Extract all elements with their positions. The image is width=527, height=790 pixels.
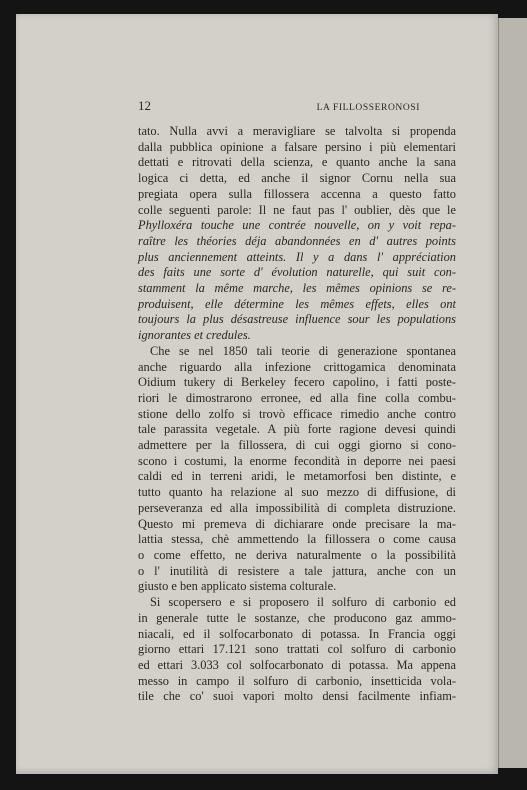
text-line: lattia stessa, chè ammettendo la fillossera o come causa: [138, 532, 456, 547]
text-line: colle seguenti parole: Il ne faut pas l' oublier, dès que le: [138, 202, 456, 217]
text-line: Phylloxéra touche une contrée nouvelle, on y voit repa-: [138, 218, 456, 233]
page-header: [138, 98, 456, 114]
text-line: riori le dimostrarono erronee, ed alla fine colla combu-: [138, 390, 456, 405]
body-text: [138, 124, 456, 705]
text-line: giorno ettari 17.121 sono trattati col solfuro di carbonio: [138, 642, 456, 657]
text-line: anche riguardo alla infezione crittogamica denominata: [138, 359, 456, 374]
text-line: perseveranza ed alla impossibilità di completa distruzione.: [138, 500, 456, 515]
text-line: toujours la plus désastreuse influence sour les populations: [138, 312, 456, 327]
text-line: pregiata opera sulla fillossera accenna a questo fatto: [138, 186, 456, 201]
text-line: caldi ed in terreni aridi, le metamorfosi ben distinte, e: [138, 469, 456, 484]
text-line: ignorantes et credules.: [138, 328, 251, 343]
text-line: stione dello zolfo si trovò efficace rimedio anche contro: [138, 406, 456, 421]
text-line: raître les théories déja abandonnées en d' autres points: [138, 233, 456, 248]
text-line: stamment la même marche, les mêmes opinions se re-: [138, 281, 456, 296]
text-line: admettere per la fillossera, di cui oggi giorno si cono-: [138, 438, 456, 453]
text-line: dalla pubblica opinione a falsare persino i più elementari: [138, 139, 456, 154]
text-line: messo in campo il solfuro di carbonio, insetticida vola-: [138, 673, 456, 688]
text-line: Oidium tukery di Berkeley fecero capolino, i fatti poste-: [138, 375, 456, 390]
text-line: dettati e ritrovati della scienza, e quanto anche la sana: [138, 155, 456, 170]
text-line: o come effetto, ne deriva naturalmente o la possibilità: [138, 547, 456, 562]
text-line: Questo mi premeva di dichiarare onde precisare la ma-: [138, 516, 456, 531]
text-line: tato. Nulla avvi a meravigliare se talvolta si propenda: [138, 124, 456, 138]
adjacent-page-edge: [498, 18, 527, 768]
text-line: o l' inutilità di resistere a tale jattura, anche con un: [138, 563, 456, 578]
text-line: tale parassita vegetale. A più forte ragione devesi quindi: [138, 422, 456, 437]
text-line: produisent, elle détermine les mêmes effets, elles ont: [138, 296, 456, 311]
text-line: tile che co' suoi vapori molto densi facilmente infiam-: [138, 689, 456, 704]
text-line: in generale tutte le sostanze, che producono gaz ammo-: [138, 610, 456, 625]
text-line: Si scopersero e si proposero il solfuro di carbonio ed: [150, 595, 456, 610]
text-line: Che se nel 1850 tali teorie di generazione spontanea: [150, 343, 456, 358]
text-line: logica ci detta, ed anche il signor Cornu nella sua: [138, 171, 456, 186]
text-line: ed ettari 3.033 col solfocarbonato di potassa. Ma appena: [138, 657, 456, 672]
text-line: scono i costumi, la enorme fecondità in deporre nei paesi: [138, 453, 456, 468]
text-line: tutto quanto ha relazione al suo mezzo di diffusione, di: [138, 485, 456, 500]
text-line: giusto e ben applicato sistema colturale.: [138, 579, 337, 594]
page-number: 12: [138, 98, 151, 113]
text-line: des faits une sorte d' évolution naturelle, qui suit con-: [138, 265, 456, 280]
text-line: plus anciennement atteints. Il y a dans l' appréciation: [138, 249, 456, 264]
running-title: LA FILLOSSERONOSI: [316, 103, 420, 113]
text-line: niacali, ed il solfocarbonato di potassa. In Francia oggi: [138, 626, 456, 641]
